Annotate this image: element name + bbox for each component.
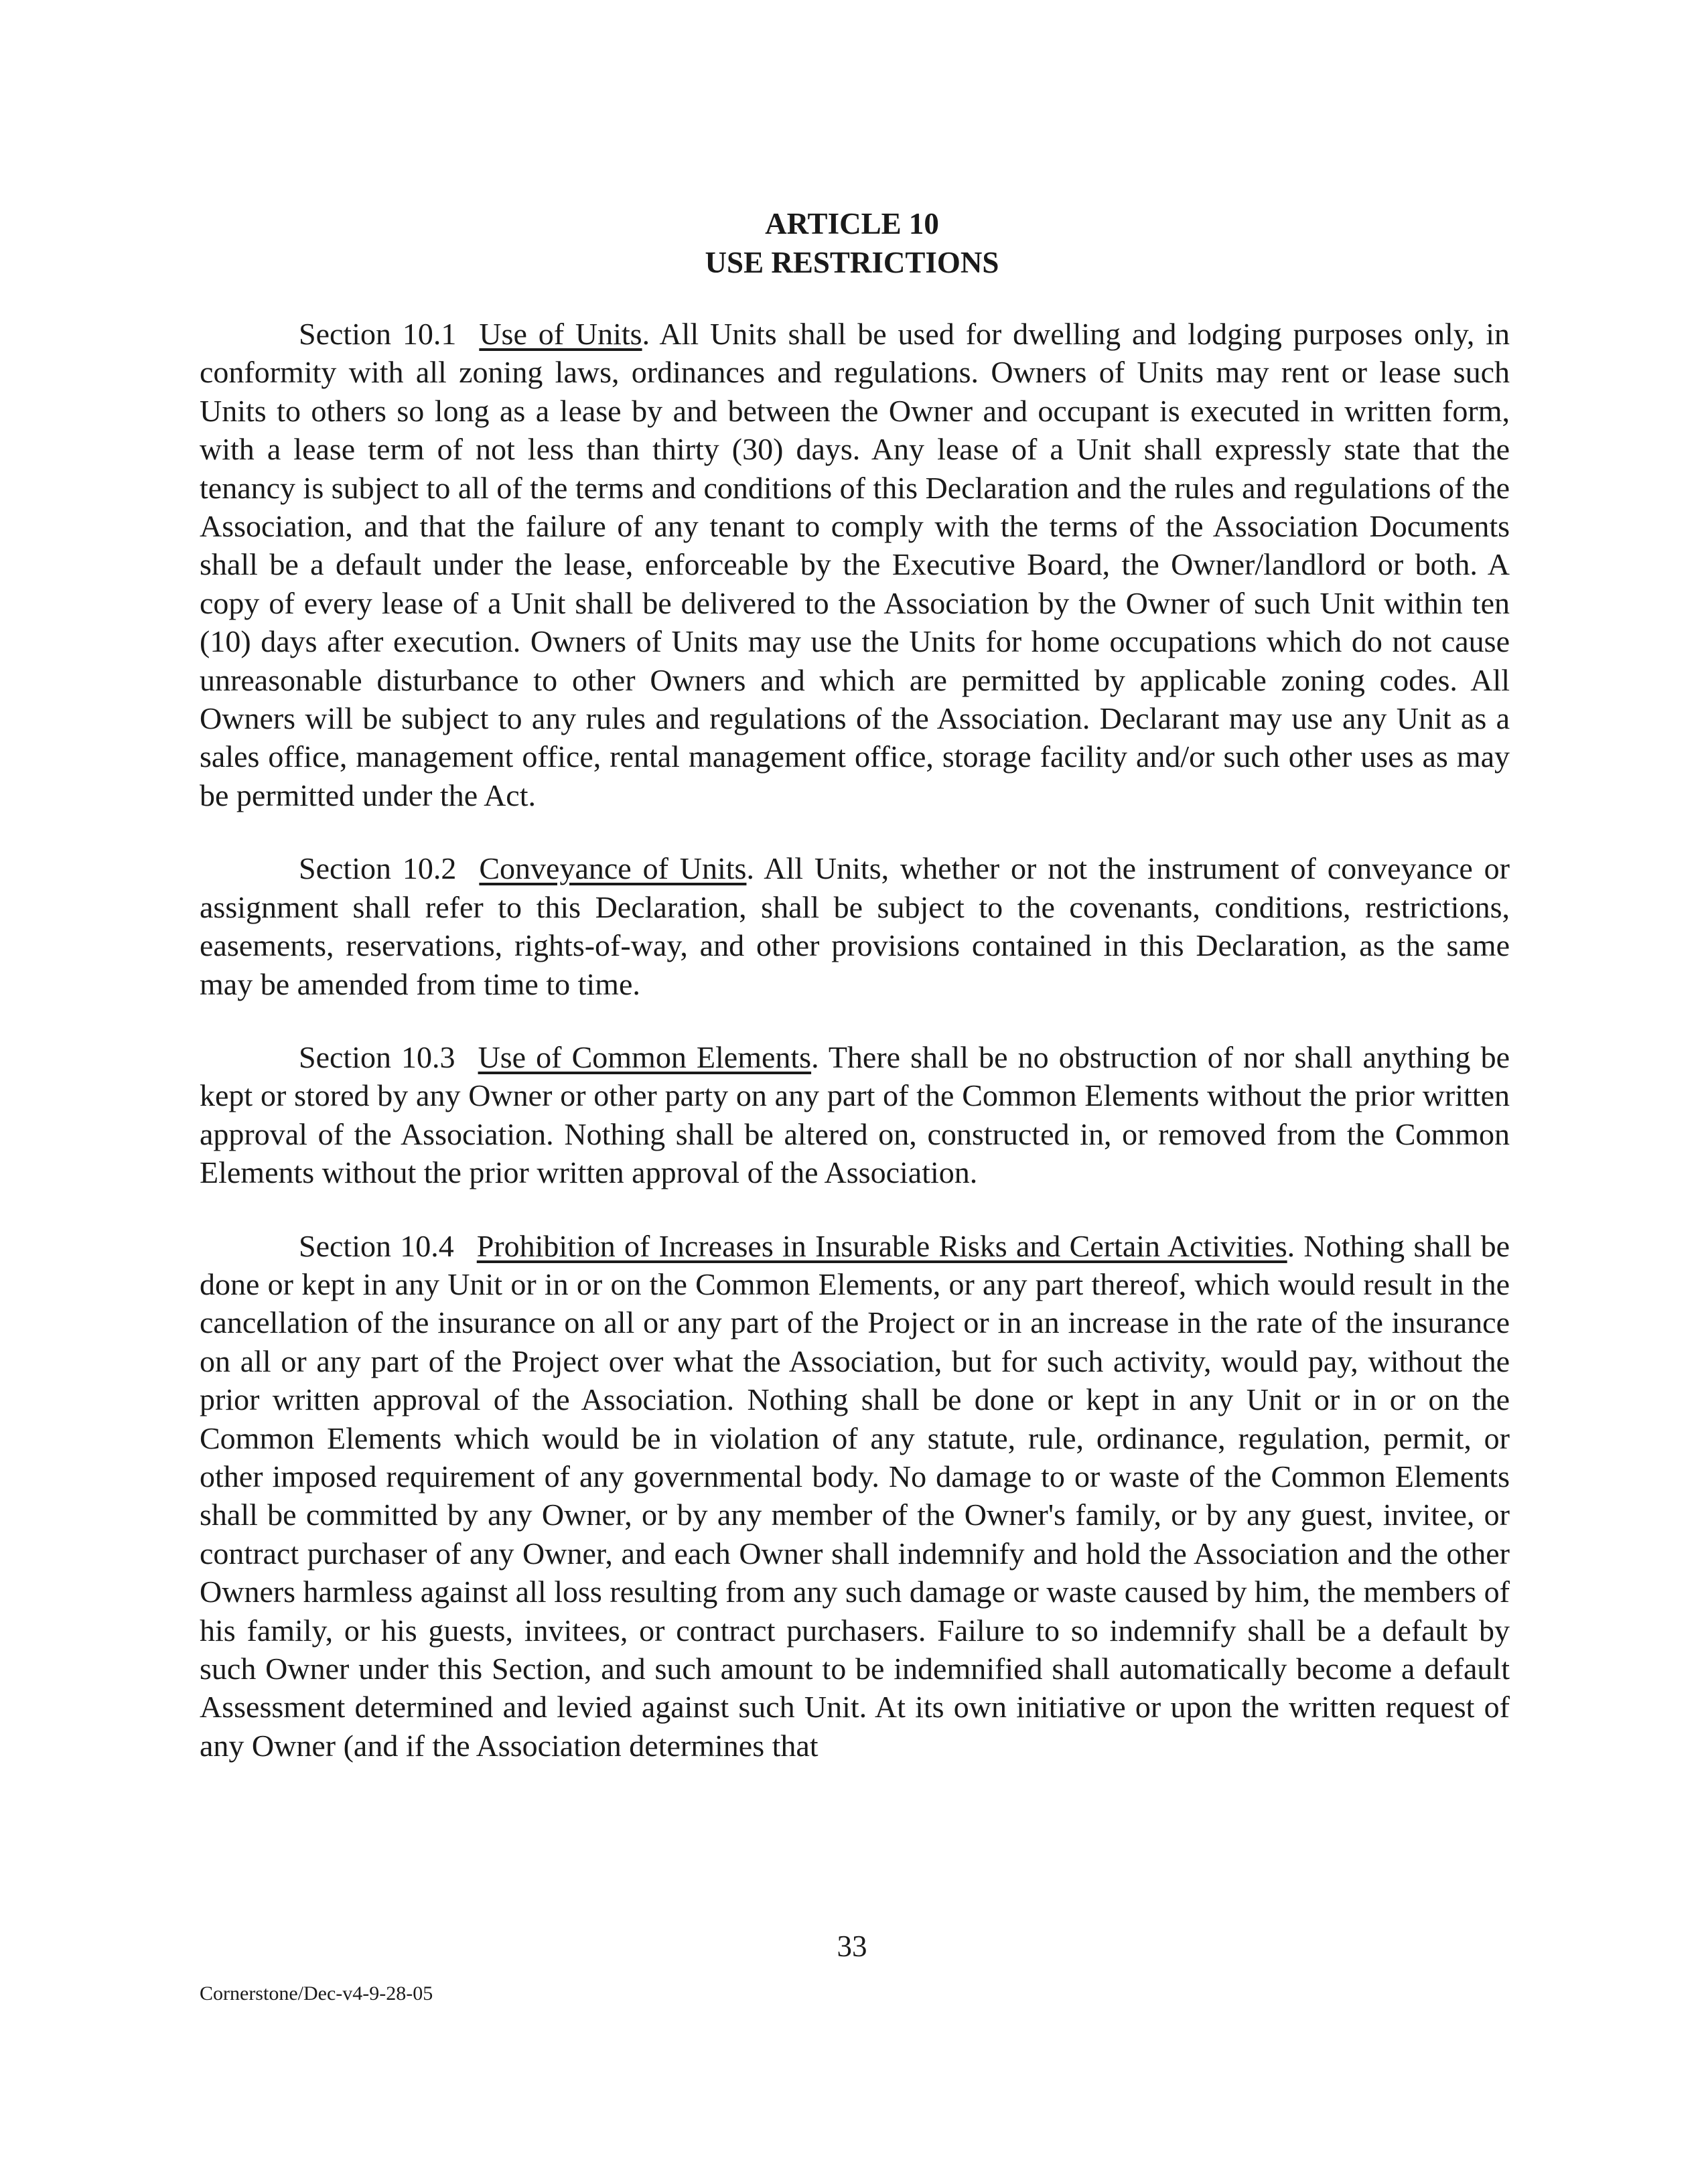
page-number: 33: [837, 1930, 867, 1963]
section-10-3: [200, 1038, 1510, 1192]
section-title: Conveyance of Units: [479, 851, 747, 886]
article-body: [200, 315, 1510, 1800]
section-10-2: [200, 849, 1510, 1003]
section-text: . There shall be no obstruction of nor shall anything be kept or stored by any Owner or other party on any part of the Common Elements without the prior written approval of the Association. Nothing shall be altered on, constructed in, or removed from the Common Elements without the prior written approval of the Association.: [200, 1039, 1510, 1190]
section-label: Section 10.3: [299, 1039, 455, 1074]
section-title: Use of Common Elements: [478, 1039, 812, 1074]
section-10-1: [200, 315, 1510, 814]
section-label: Section 10.4: [299, 1228, 454, 1263]
section-10-4: [200, 1227, 1510, 1765]
section-title: Prohibition of Increases in Insurable Risks and Certain Activities: [476, 1228, 1287, 1263]
section-text: . All Units, whether or not the instrument of conveyance or assignment shall refer to this Declaration, shall be subject to the covenants, conditions, restrictions, easements, reservations, rights-of-way, and other provisions contained in this Declaration, as the same may be amended from time to time.: [200, 851, 1510, 1001]
section-text: . All Units shall be used for dwelling and lodging purposes only, in conformity with all zoning laws, ordinances and regulations. Owners of Units may rent or lease such Units to others so long as a lease by and between the Owner and occupant is executed in written form, with a lease term of not less than thirty (30) days. Any lease of a Unit shall expressly state that the tenancy is subject to all of the terms and conditions of this Declaration and the rules and regulations of the Association, and that the failure of any tenant to comply with the terms of the Association Documents shall be a default under the lease, enforceable by the Executive Board, the Owner/landlord or both. A copy of every lease of a Unit shall be delivered to the Association by the Owner of such Unit within ten (10) days after execution. Owners of Units may use the Units for home occupations which do not cause unreasonable disturbance to other Owners and which are permitted by applicable zoning codes. All Owners will be subject to any rules and regulations of the Association. Declarant may use any Unit as a sales office, management office, rental management office, storage facility and/or such other uses as may be permitted under the Act.: [200, 317, 1510, 812]
section-label: Section 10.2: [299, 851, 457, 886]
document-id: Cornerstone/Dec-v4-9-28-05: [200, 1982, 433, 2005]
article-title: USE RESTRICTIONS: [705, 246, 999, 279]
section-title: Use of Units: [479, 317, 642, 351]
section-text: . Nothing shall be done or kept in any Unit or in or on the Common Elements, or any part thereof, which would result in the cancellation of the insurance on all or any part of the Project or in an increase in the rate of the insurance on all or any part of the Project over what the Association, but for such activity, would pay, without the prior written approval of the Association. Nothing shall be done or kept in any Unit or in or on the Common Elements which would be in violation of any statute, rule, ordinance, regulation, permit, or other imposed requirement of any governmental body. No damage to or waste of the Common Elements shall be committed by any Owner, or by any member of the Owner's family, or by any guest, invitee, or contract purchaser of any Owner, and each Owner shall indemnify and hold the Association and the other Owners harmless against all loss resulting from any such damage or waste caused by him, the members of his family, or his guests, invitees, or contract purchasers. Failure to so indemnify shall be a default by such Owner under this Section, and such amount to be indemnified shall automatically become a default Assessment determined and levied against such Unit. At its own initiative or upon the written request of any Owner (and if the Association determines that: [200, 1228, 1510, 1763]
article-number: ARTICLE 10: [765, 207, 939, 240]
section-label: Section 10.1: [299, 317, 457, 351]
